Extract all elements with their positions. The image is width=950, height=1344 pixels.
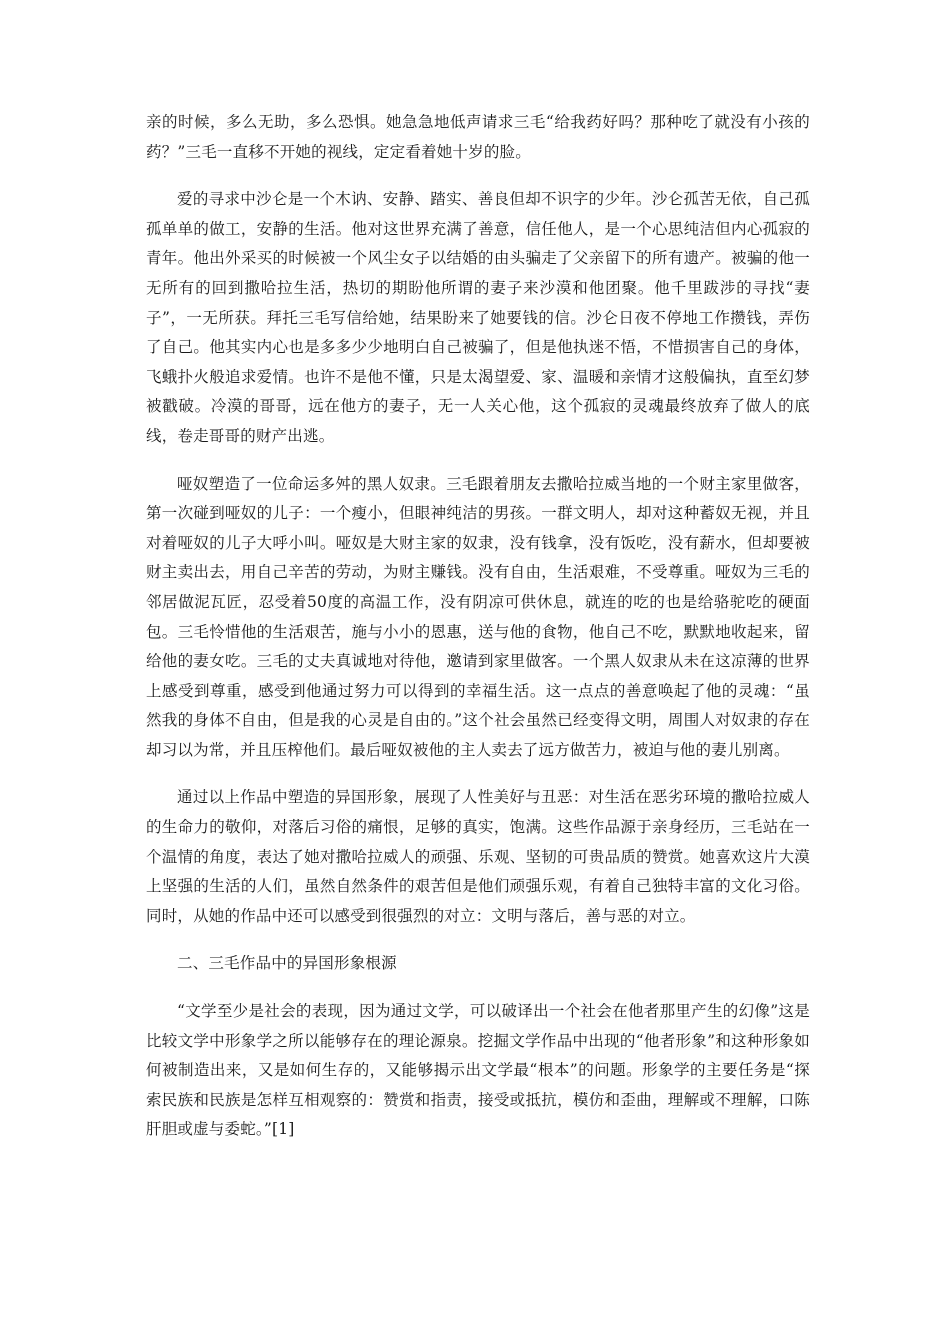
- section-heading: 二、三毛作品中的异国形象根源: [177, 954, 397, 973]
- paragraph-imagology: “文学至少是社会的表现，因为通过文学，可以破译出一个社会在他者那里产生的幻像”这是比较文学中形象学之所以能够存在的理论源泉。挖掘文学作品中出现的“他者形象”和这种形象如何被制造出来，又是如何生存的，又能够揭示出文学最“根本”的问题。形象学的主要任务是“探索民族和民族是怎样互相观察的：赞赏和指责，接受或抵抗，模仿和歪曲，理解或不理解，口陈肝胆或虚与委蛇。”[1]: [146, 1002, 810, 1139]
- document-page: [146, 108, 810, 1145]
- paragraph-summary: 通过以上作品中塑造的异国形象，展现了人性美好与丑恶：对生活在恶劣环境的撒哈拉威人的生命力的敬仰，对落后习俗的痛恨，足够的真实，饱满。这些作品源于亲身经历，三毛站在一个温情的角度，表达了她对撒哈拉威人的顽强、乐观、坚韧的可贵品质的赞赏。她喜欢这片大漠上坚强的生活的人们，虽然自然条件的艰苦但是他们顽强乐观，有着自己独特丰富的文化习俗。同时，从她的作品中还可以感受到很强烈的对立：文明与落后，善与恶的对立。: [146, 788, 810, 925]
- paragraph-sharon: 爱的寻求中沙仑是一个木讷、安静、踏实、善良但却不识字的少年。沙仑孤苦无依，自己孤孤单单的做工，安静的生活。他对这世界充满了善意，信任他人，是一个心思纯洁但内心孤寂的青年。他出外采买的时候被一个风尘女子以结婚的由头骗走了父亲留下的所有遗产。被骗的他一无所有的回到撒哈拉生活，热切的期盼他所谓的妻子来沙漠和他团聚。他千里跋涉的寻找“妻子”，一无所获。拜托三毛写信给她，结果盼来了她要钱的信。沙仑日夜不停地工作攒钱，弄伤了自己。他其实内心也是多多少少地明白自己被骗了，但是他执迷不悟，不惜损害自己的身体，飞蛾扑火般追求爱情。也许不是他不懂，只是太渴望爱、家、温暖和亲情才这般偏执，直至幻梦被戳破。冷漠的哥哥，远在他方的妻子，无一人关心他，这个孤寂的灵魂最终放弃了做人的底线，卷走哥哥的财产出逃。: [146, 190, 810, 445]
- paragraph-continued: 亲的时候，多么无助，多么恐惧。她急急地低声请求三毛“给我药好吗？那种吃了就没有小孩的药？”三毛一直移不开她的视线，定定看着她十岁的脸。: [146, 113, 810, 161]
- paragraph-mute-slave: 哑奴塑造了一位命运多舛的黑人奴隶。三毛跟着朋友去撒哈拉威当地的一个财主家里做客，第一次碰到哑奴的儿子：一个瘦小，但眼神纯洁的男孩。一群文明人，却对这种蓄奴无视，并且对着哑奴的儿子大呼小叫。哑奴是大财主家的奴隶，没有钱拿，没有饭吃，没有薪水，但却要被财主卖出去，用自己辛苦的劳动，为财主赚钱。没有自由，生活艰难，不受尊重。哑奴为三毛的邻居做泥瓦匠，忍受着50度的高温工作，没有阴凉可供休息，就连的吃的也是给骆驼吃的硬面包。三毛怜惜他的生活艰苦，施与小小的恩惠，送与他的食物，他自己不吃，默默地收起来，留给他的妻女吃。三毛的丈夫真诚地对待他，邀请到家里做客。一个黑人奴隶从未在这凉薄的世界上感受到尊重，感受到他通过努力可以得到的幸福生活。这一点点的善意唤起了他的灵魂：“虽然我的身体不自由，但是我的心灵是自由的。”这个社会虽然已经变得文明，周围人对奴隶的存在却习以为常，并且压榨他们。最后哑奴被他的主人卖去了远方做苦力，被迫与他的妻儿别离。: [146, 474, 810, 759]
